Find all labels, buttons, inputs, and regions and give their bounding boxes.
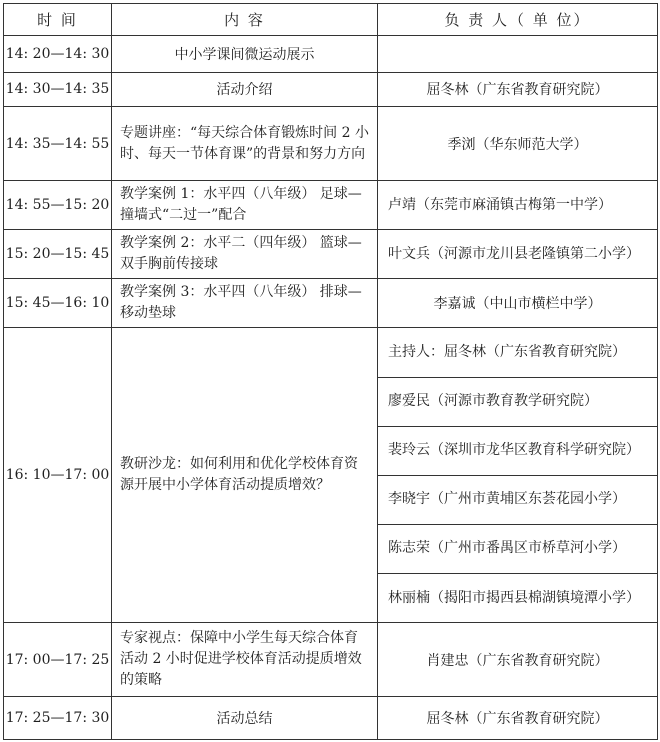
person-cell: 屈冬林（广东省教育研究院） <box>378 72 658 107</box>
table-row <box>4 623 658 697</box>
table-row <box>4 181 658 230</box>
content-cell: 活动介绍 <box>112 72 378 107</box>
person-cell: 肖建忠（广东省教育研究院） <box>378 623 658 697</box>
header-content: 内 容 <box>112 4 378 36</box>
salon-person-cell: 陈志荣（广州市番禺区市桥草河小学） <box>378 524 658 573</box>
person-cell: 屈冬林（广东省教育研究院） <box>378 696 658 739</box>
table-row <box>4 696 658 739</box>
salon-person-cell: 廖爱民（河源市教育教学研究院） <box>378 377 658 426</box>
table-row <box>4 279 658 328</box>
content-cell: 中小学课间微运动展示 <box>112 35 378 72</box>
person-cell: 卢靖（东莞市麻涌镇古梅第一中学） <box>378 181 658 230</box>
table-row <box>4 35 658 72</box>
person-cell: 李嘉诚（中山市横栏中学） <box>378 279 658 328</box>
salon-person-cell: 裴玲云（深圳市龙华区教育科学研究院） <box>378 426 658 475</box>
person-cell: 季浏（华东师范大学） <box>378 107 658 181</box>
content-cell: 教学案例 2：水平二（四年级） 篮球—双手胸前传接球 <box>112 230 378 279</box>
time-cell: 15: 20—15: 45 <box>4 230 112 279</box>
time-cell: 14: 55—15: 20 <box>4 181 112 230</box>
salon-row <box>4 328 658 377</box>
content-cell: 教学案例 1：水平四（八年级） 足球—撞墙式“二过一”配合 <box>112 181 378 230</box>
header-time: 时 间 <box>4 4 112 36</box>
salon-person-cell: 主持人：屈冬林（广东省教育研究院） <box>378 328 658 377</box>
header-person: 负 责 人（ 单 位） <box>378 4 658 36</box>
content-cell: 活动总结 <box>112 696 378 739</box>
time-cell: 17: 00—17: 25 <box>4 623 112 697</box>
time-cell: 15: 45—16: 10 <box>4 279 112 328</box>
schedule-table <box>3 3 658 740</box>
salon-time-cell: 16: 10—17: 00 <box>4 328 112 623</box>
time-cell: 14: 20—14: 30 <box>4 35 112 72</box>
header-row <box>4 4 658 36</box>
table-row <box>4 107 658 181</box>
salon-content-cell: 教研沙龙：如何利用和优化学校体育资源开展中小学体育活动提质增效？ <box>112 328 378 623</box>
content-cell: 专家视点：保障中小学生每天综合体育活动 2 小时促进学校体育活动提质增效的策略 <box>112 623 378 697</box>
time-cell: 14: 35—14: 55 <box>4 107 112 181</box>
content-cell: 专题讲座：“每天综合体育锻炼时间 2 小时、每天一节体育课”的背景和努力方向 <box>112 107 378 181</box>
person-cell <box>378 35 658 72</box>
time-cell: 14: 30—14: 35 <box>4 72 112 107</box>
time-cell: 17: 25—17: 30 <box>4 696 112 739</box>
salon-person-cell: 李晓宇（广州市黄埔区东荟花园小学） <box>378 475 658 524</box>
salon-person-cell: 林丽楠（揭阳市揭西县棉湖镇境潭小学） <box>378 574 658 623</box>
table-row <box>4 72 658 107</box>
content-cell: 教学案例 3：水平四（八年级） 排球—移动垫球 <box>112 279 378 328</box>
table-row <box>4 230 658 279</box>
person-cell: 叶文兵（河源市龙川县老隆镇第二小学） <box>378 230 658 279</box>
